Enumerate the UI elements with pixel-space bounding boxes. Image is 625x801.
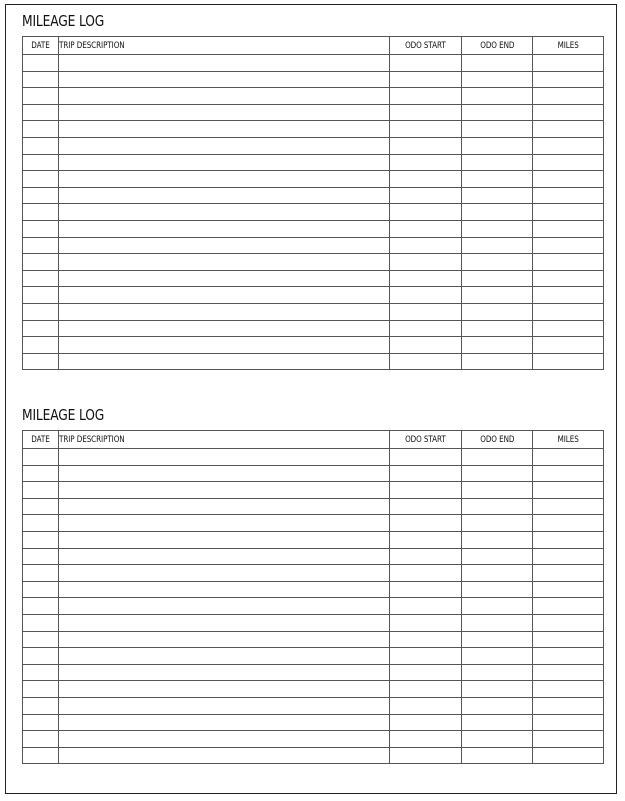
cell-miles[interactable] [533,697,604,714]
cell-date[interactable] [23,731,59,748]
cell-miles[interactable] [533,714,604,731]
cell-odo-start[interactable] [390,548,462,565]
table-row [23,664,604,681]
mileage-log-table [22,430,604,764]
cell-miles[interactable] [533,154,604,171]
cell-miles[interactable] [533,747,604,764]
cell-date[interactable] [23,237,59,254]
column-header-odo-start: ODO START [390,431,462,449]
cell-odo-end[interactable] [462,237,533,254]
cell-odo-end[interactable] [462,498,533,515]
cell-odo-end[interactable] [462,631,533,648]
table-body [23,55,604,370]
cell-miles[interactable] [533,137,604,154]
table-row [23,320,604,337]
table-header-row [23,431,604,449]
cell-miles[interactable] [533,303,604,320]
cell-miles[interactable] [533,498,604,515]
cell-miles[interactable] [533,581,604,598]
table-row [23,531,604,548]
cell-trip-description[interactable] [59,220,390,237]
cell-trip-description[interactable] [59,614,390,631]
cell-date[interactable] [23,548,59,565]
table-row [23,104,604,121]
cell-date[interactable] [23,614,59,631]
cell-odo-end[interactable] [462,548,533,565]
table-header-row [23,37,604,55]
column-header-trip-description: TRIP DESCRIPTION [59,431,390,449]
cell-miles[interactable] [533,71,604,88]
cell-date[interactable] [23,154,59,171]
cell-trip-description[interactable] [59,731,390,748]
cell-odo-end[interactable] [462,465,533,482]
cell-date[interactable] [23,648,59,665]
cell-odo-end[interactable] [462,565,533,582]
cell-trip-description[interactable] [59,648,390,665]
cell-odo-start[interactable] [390,88,462,105]
table-row [23,548,604,565]
cell-odo-end[interactable] [462,104,533,121]
cell-date[interactable] [23,104,59,121]
table-row [23,337,604,354]
cell-date[interactable] [23,254,59,271]
cell-date[interactable] [23,187,59,204]
table-row [23,515,604,532]
cell-trip-description[interactable] [59,55,390,72]
cell-odo-end[interactable] [462,681,533,698]
cell-odo-start[interactable] [390,581,462,598]
cell-odo-start[interactable] [390,648,462,665]
cell-odo-end[interactable] [462,337,533,354]
cell-date[interactable] [23,697,59,714]
cell-odo-end[interactable] [462,664,533,681]
cell-trip-description[interactable] [59,320,390,337]
table-row [23,353,604,370]
cell-trip-description[interactable] [59,254,390,271]
cell-odo-end[interactable] [462,531,533,548]
cell-trip-description[interactable] [59,548,390,565]
cell-odo-start[interactable] [390,631,462,648]
cell-odo-start[interactable] [390,515,462,532]
table-row [23,270,604,287]
cell-trip-description[interactable] [59,449,390,466]
cell-date[interactable] [23,220,59,237]
cell-odo-start[interactable] [390,55,462,72]
column-header-trip-description: TRIP DESCRIPTION [59,37,390,55]
cell-odo-end[interactable] [462,154,533,171]
cell-date[interactable] [23,171,59,188]
cell-date[interactable] [23,664,59,681]
cell-odo-end[interactable] [462,121,533,138]
cell-miles[interactable] [533,204,604,221]
cell-date[interactable] [23,270,59,287]
cell-date[interactable] [23,581,59,598]
table-row [23,747,604,764]
cell-miles[interactable] [533,449,604,466]
cell-odo-end[interactable] [462,204,533,221]
cell-miles[interactable] [533,353,604,370]
cell-date[interactable] [23,515,59,532]
cell-odo-end[interactable] [462,171,533,188]
cell-trip-description[interactable] [59,137,390,154]
cell-date[interactable] [23,353,59,370]
cell-odo-end[interactable] [462,581,533,598]
cell-odo-end[interactable] [462,320,533,337]
cell-date[interactable] [23,320,59,337]
cell-trip-description[interactable] [59,121,390,138]
cell-trip-description[interactable] [59,531,390,548]
table-row [23,681,604,698]
cell-odo-end[interactable] [462,614,533,631]
cell-odo-start[interactable] [390,171,462,188]
table-row [23,565,604,582]
table-row [23,581,604,598]
cell-odo-end[interactable] [462,714,533,731]
cell-date[interactable] [23,287,59,304]
cell-miles[interactable] [533,664,604,681]
table-row [23,220,604,237]
table-row [23,121,604,138]
cell-odo-end[interactable] [462,482,533,499]
cell-miles[interactable] [533,104,604,121]
cell-miles[interactable] [533,515,604,532]
cell-odo-end[interactable] [462,71,533,88]
cell-miles[interactable] [533,287,604,304]
cell-date[interactable] [23,482,59,499]
cell-trip-description[interactable] [59,747,390,764]
cell-miles[interactable] [533,254,604,271]
cell-miles[interactable] [533,121,604,138]
cell-trip-description[interactable] [59,581,390,598]
mileage-log-section-2 [22,404,603,764]
cell-odo-start[interactable] [390,714,462,731]
table-row [23,204,604,221]
mileage-log-table [22,36,604,370]
cell-date[interactable] [23,137,59,154]
cell-odo-start[interactable] [390,254,462,271]
cell-trip-description[interactable] [59,681,390,698]
cell-odo-start[interactable] [390,104,462,121]
cell-miles[interactable] [533,631,604,648]
cell-miles[interactable] [533,482,604,499]
cell-odo-start[interactable] [390,482,462,499]
table-row [23,498,604,515]
cell-date[interactable] [23,598,59,615]
cell-odo-end[interactable] [462,137,533,154]
table-body [23,449,604,764]
cell-miles[interactable] [533,548,604,565]
cell-miles[interactable] [533,320,604,337]
cell-odo-start[interactable] [390,353,462,370]
cell-miles[interactable] [533,614,604,631]
cell-odo-end[interactable] [462,220,533,237]
cell-odo-end[interactable] [462,747,533,764]
cell-odo-start[interactable] [390,449,462,466]
cell-odo-start[interactable] [390,498,462,515]
cell-trip-description[interactable] [59,154,390,171]
cell-odo-start[interactable] [390,664,462,681]
table-row [23,88,604,105]
cell-odo-start[interactable] [390,614,462,631]
table-row [23,154,604,171]
cell-odo-start[interactable] [390,697,462,714]
cell-odo-end[interactable] [462,287,533,304]
table-row [23,287,604,304]
cell-miles[interactable] [533,220,604,237]
cell-odo-start[interactable] [390,270,462,287]
cell-date[interactable] [23,565,59,582]
cell-miles[interactable] [533,731,604,748]
cell-date[interactable] [23,204,59,221]
cell-miles[interactable] [533,465,604,482]
cell-trip-description[interactable] [59,598,390,615]
cell-odo-end[interactable] [462,697,533,714]
cell-miles[interactable] [533,565,604,582]
table-row [23,71,604,88]
cell-odo-start[interactable] [390,137,462,154]
cell-trip-description[interactable] [59,187,390,204]
table-row [23,465,604,482]
cell-trip-description[interactable] [59,631,390,648]
table-row [23,171,604,188]
cell-date[interactable] [23,714,59,731]
cell-trip-description[interactable] [59,337,390,354]
table-row [23,614,604,631]
cell-odo-start[interactable] [390,303,462,320]
cell-odo-start[interactable] [390,220,462,237]
cell-odo-start[interactable] [390,747,462,764]
cell-odo-end[interactable] [462,515,533,532]
table-row [23,187,604,204]
table-row [23,731,604,748]
cell-date[interactable] [23,71,59,88]
cell-odo-end[interactable] [462,254,533,271]
cell-odo-start[interactable] [390,71,462,88]
table-row [23,237,604,254]
table-row [23,137,604,154]
cell-odo-start[interactable] [390,565,462,582]
cell-date[interactable] [23,55,59,72]
cell-miles[interactable] [533,337,604,354]
cell-trip-description[interactable] [59,303,390,320]
cell-trip-description[interactable] [59,270,390,287]
cell-odo-end[interactable] [462,598,533,615]
mileage-log-section-1 [22,10,603,370]
table-row [23,55,604,72]
cell-odo-start[interactable] [390,154,462,171]
cell-miles[interactable] [533,88,604,105]
cell-odo-end[interactable] [462,88,533,105]
cell-date[interactable] [23,88,59,105]
cell-date[interactable] [23,631,59,648]
cell-miles[interactable] [533,55,604,72]
cell-odo-start[interactable] [390,204,462,221]
cell-odo-end[interactable] [462,449,533,466]
cell-odo-start[interactable] [390,531,462,548]
cell-trip-description[interactable] [59,714,390,731]
column-header-miles: MILES [533,37,604,55]
cell-odo-end[interactable] [462,303,533,320]
cell-odo-start[interactable] [390,287,462,304]
cell-trip-description[interactable] [59,104,390,121]
table-row [23,631,604,648]
cell-trip-description[interactable] [59,353,390,370]
cell-odo-start[interactable] [390,681,462,698]
cell-odo-end[interactable] [462,353,533,370]
table-row [23,648,604,665]
cell-odo-start[interactable] [390,320,462,337]
cell-miles[interactable] [533,531,604,548]
cell-date[interactable] [23,681,59,698]
cell-odo-start[interactable] [390,731,462,748]
cell-trip-description[interactable] [59,287,390,304]
table-row [23,449,604,466]
table-row [23,482,604,499]
cell-odo-start[interactable] [390,465,462,482]
cell-odo-start[interactable] [390,237,462,254]
cell-date[interactable] [23,337,59,354]
cell-trip-description[interactable] [59,515,390,532]
cell-trip-description[interactable] [59,664,390,681]
cell-miles[interactable] [533,187,604,204]
cell-date[interactable] [23,303,59,320]
table-row [23,598,604,615]
column-header-odo-end: ODO END [462,37,533,55]
cell-trip-description[interactable] [59,204,390,221]
cell-odo-end[interactable] [462,55,533,72]
cell-trip-description[interactable] [59,237,390,254]
cell-odo-start[interactable] [390,121,462,138]
cell-miles[interactable] [533,237,604,254]
cell-miles[interactable] [533,270,604,287]
cell-odo-start[interactable] [390,187,462,204]
table-row [23,697,604,714]
section-title: MILEAGE LOG [22,406,105,424]
cell-date[interactable] [23,498,59,515]
cell-odo-end[interactable] [462,731,533,748]
cell-trip-description[interactable] [59,482,390,499]
cell-odo-end[interactable] [462,270,533,287]
cell-date[interactable] [23,449,59,466]
table-row [23,254,604,271]
cell-trip-description[interactable] [59,171,390,188]
cell-miles[interactable] [533,598,604,615]
cell-trip-description[interactable] [59,498,390,515]
cell-miles[interactable] [533,648,604,665]
cell-odo-start[interactable] [390,598,462,615]
cell-miles[interactable] [533,681,604,698]
column-header-miles: MILES [533,431,604,449]
cell-trip-description[interactable] [59,465,390,482]
cell-date[interactable] [23,747,59,764]
column-header-date: DATE [23,37,59,55]
cell-date[interactable] [23,531,59,548]
table-row [23,303,604,320]
column-header-date: DATE [23,431,59,449]
cell-date[interactable] [23,465,59,482]
table-row [23,714,604,731]
cell-date[interactable] [23,121,59,138]
column-header-odo-end: ODO END [462,431,533,449]
cell-odo-end[interactable] [462,187,533,204]
cell-odo-start[interactable] [390,337,462,354]
cell-trip-description[interactable] [59,88,390,105]
cell-trip-description[interactable] [59,71,390,88]
section-title: MILEAGE LOG [22,12,105,30]
column-header-odo-start: ODO START [390,37,462,55]
cell-odo-end[interactable] [462,648,533,665]
cell-miles[interactable] [533,171,604,188]
cell-trip-description[interactable] [59,697,390,714]
cell-trip-description[interactable] [59,565,390,582]
